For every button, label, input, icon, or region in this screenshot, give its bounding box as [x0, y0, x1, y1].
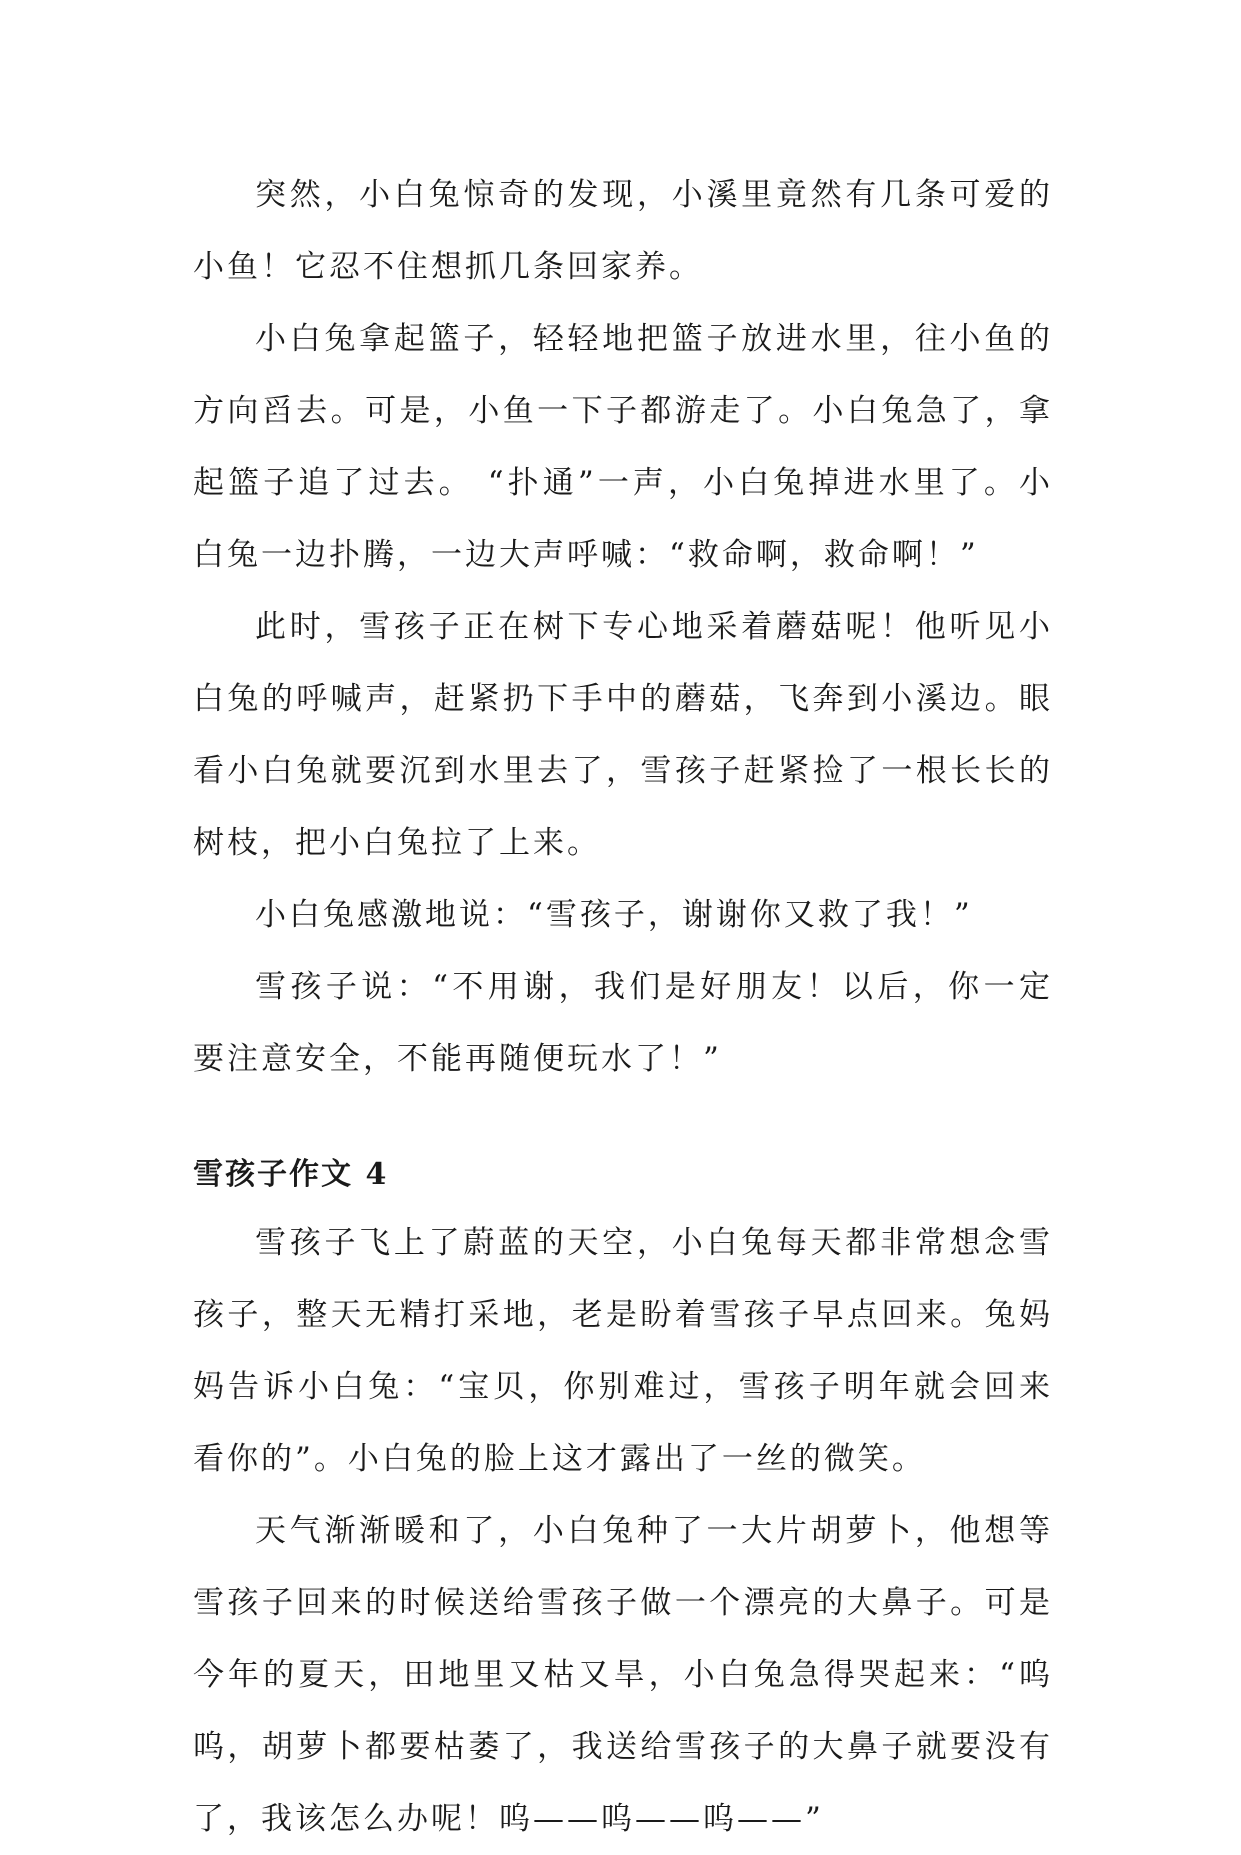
document-body: [193, 159, 1053, 1855]
paragraph-rabbit-thanks: 小白兔感激地说：“雪孩子，谢谢你又救了我！”: [255, 897, 973, 933]
paragraph-fish-discovery: 突然，小白兔惊奇的发现，小溪里竟然有几条可爱的小鱼！它忍不住想抓几条回家养。: [193, 177, 1053, 285]
paragraph-carrot-drought: 天气渐渐暖和了，小白兔种了一大片胡萝卜，他想等雪孩子回来的时候送给雪孩子做一个漂亮的大鼻子。可是今年的夏天，田地里又枯又旱，小白兔急得哭起来：“呜呜，胡萝卜都要枯萎了，我送给雪孩子的大鼻子就要没有了，我该怎么办呢！呜——呜——呜——”: [193, 1513, 1053, 1837]
paragraph-snow-child-rescue: 此时，雪孩子正在树下专心地采着蘑菇呢！他听见小白兔的呼喊声，赶紧扔下手中的蘑菇，飞奔到小溪边。眼看小白兔就要沉到水里去了，雪孩子赶紧捡了一根长长的树枝，把小白兔拉了上来。: [193, 609, 1053, 861]
section-title: 雪孩子作文 4: [193, 1157, 389, 1192]
paragraph-snow-child-reply: 雪孩子说：“不用谢，我们是好朋友！以后，你一定要注意安全，不能再随便玩水了！”: [193, 969, 1053, 1077]
paragraph-missing-snow-child: 雪孩子飞上了蔚蓝的天空，小白兔每天都非常想念雪孩子，整天无精打采地，老是盼着雪孩子早点回来。兔妈妈告诉小白兔：“宝贝，你别难过，雪孩子明年就会回来看你的”。小白兔的脸上这才露出了一丝的微笑。: [193, 1225, 1053, 1477]
paragraph-rabbit-falls-in: 小白兔拿起篮子，轻轻地把篮子放进水里，往小鱼的方向舀去。可是，小鱼一下子都游走了。小白兔急了，拿起篮子追了过去。 “扑通”一声，小白兔掉进水里了。小白兔一边扑腾，一边大声呼喊：“救命啊，救命啊！”: [193, 321, 1053, 573]
